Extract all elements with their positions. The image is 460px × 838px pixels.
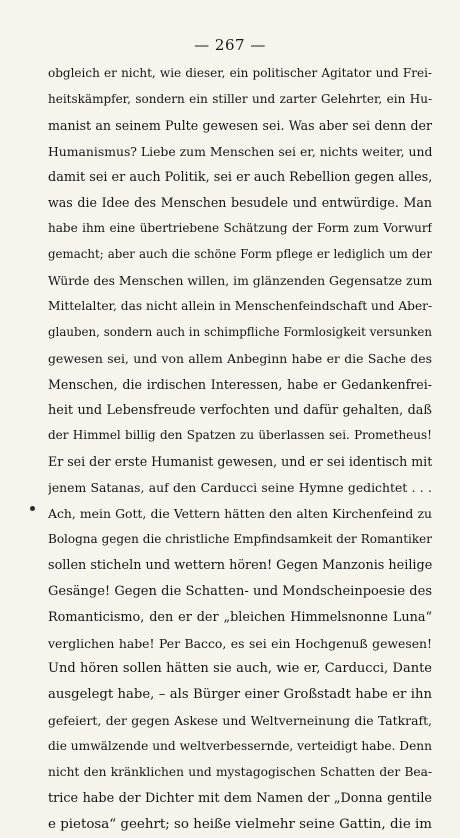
text-line: nicht den kränklichen und mystagogischen Schatten der Bea- xyxy=(48,765,432,780)
body-text xyxy=(48,61,432,838)
text-line: glauben, sondern auch in schimpfliche Formlosigkeit versunken xyxy=(48,324,432,339)
text-line: manist an seinem Pulte gewesen sei. Was aber sei denn der xyxy=(48,117,432,133)
text-line: Romanticismo, den er der „bleichen Himmelsnonne Luna“ xyxy=(48,609,432,625)
text-line: heitskämpfer, sondern ein stiller und zarter Gelehrter, ein Hu- xyxy=(48,91,432,106)
text-line: habe ihm eine übertriebene Schätzung der Form zum Vorwurf xyxy=(48,221,432,236)
page-number: — 267 — xyxy=(194,36,266,54)
text-line: Humanismus? Liebe zum Menschen sei er, nichts weiter, und xyxy=(48,143,432,159)
text-line: heit und Lebensfreude verfochten und dafür gehalten, daß xyxy=(48,402,432,418)
text-line: Er sei der erste Humanist gewesen, und er sei identisch mit xyxy=(48,454,432,470)
text-line: Bologna gegen die christliche Empfindsamkeit der Romantiker xyxy=(48,532,432,547)
text-line: e pietosa“ geehrt; so heiße vielmehr seine Gattin, die im xyxy=(48,816,432,832)
text-line: Gesänge! Gegen die Schatten- und Mondscheinpoesie des xyxy=(48,583,432,599)
text-line: jenem Satanas, auf den Carducci seine Hymne gedichtet . . . xyxy=(48,480,432,496)
text-line: gewesen sei, und von allem Anbeginn habe er die Sache des xyxy=(48,350,432,366)
text-line: ausgelegt habe, – als Bürger einer Großstadt habe er ihn xyxy=(48,687,432,703)
text-line: die umwälzende und weltverbessernde, verteidigt habe. Denn xyxy=(48,739,432,754)
text-line: gefeiert, der gegen Askese und Weltverneinung die Tatkraft, xyxy=(48,713,432,729)
text-line: sollen sticheln und wettern hören! Gegen Manzonis heilige xyxy=(48,557,432,573)
text-line: trice habe der Dichter mit dem Namen der „Donna gentile xyxy=(48,790,432,806)
text-line: damit sei er auch Politik, sei er auch Rebellion gegen alles, xyxy=(48,169,432,185)
text-line: was die Idee des Menschen besudele und entwürdige. Man xyxy=(48,195,432,211)
text-line: verglichen habe! Per Bacco, es sei ein Hochgenuß gewesen! xyxy=(48,635,432,651)
margin-mark xyxy=(30,506,35,511)
text-line: Und hören sollen hätten sie auch, wie er, Carducci, Dante xyxy=(48,661,432,677)
text-line: Menschen, die irdischen Interessen, habe er Gedankenfrei- xyxy=(48,376,432,392)
text-line: Würde des Menschen willen, im glänzenden Gegensatze zum xyxy=(48,273,432,289)
text-line: Ach, mein Gott, die Vettern hätten den alten Kirchenfeind zu xyxy=(48,506,432,522)
text-line: der Himmel billig den Spatzen zu überlassen sei. Prometheus! xyxy=(48,428,432,443)
text-line: Mittelalter, das nicht allein in Menschenfeindschaft und Aber- xyxy=(48,299,432,314)
text-line: obgleich er nicht, wie dieser, ein politischer Agitator und Frei- xyxy=(48,66,432,80)
text-line: gemacht; aber auch die schöne Form pflege er lediglich um der xyxy=(48,247,432,262)
